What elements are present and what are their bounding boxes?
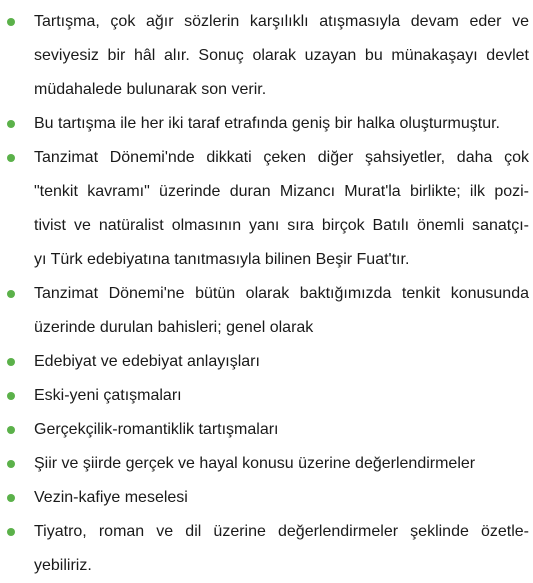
list-item-line: Tartışma, çok ağır sözlerin karşılıklı atışmasıyla devam eder ve <box>34 13 529 30</box>
bullet-icon <box>7 290 15 298</box>
bullet-icon <box>7 494 15 502</box>
list-item <box>0 379 533 413</box>
list-item <box>0 345 533 379</box>
list-item-line: Tanzimat Dönemi'ne bütün olarak baktığımızda tenkit konusunda <box>34 285 529 302</box>
list-item-line: Şiir ve şiirde gerçek ve hayal konusu üzerine değerlendirmeler <box>34 455 476 472</box>
list-item <box>0 515 533 583</box>
bullet-icon <box>7 18 15 26</box>
list-item-line: üzerinde durulan bahisleri; genel olarak <box>34 319 314 336</box>
list-item-line: "tenkit kavramı" üzerinde duran Mizancı Murat'la birlikte; ilk pozi- <box>34 183 529 200</box>
list-item-line: Vezin-kafiye meselesi <box>34 489 188 506</box>
bullet-icon <box>7 120 15 128</box>
list-item <box>0 447 533 481</box>
list-item-line: Eski-yeni çatışmaları <box>34 387 182 404</box>
list-item-line: yebiliriz. <box>34 557 92 574</box>
list-item <box>0 277 533 345</box>
list-item <box>0 107 533 141</box>
list-item <box>0 481 533 515</box>
list-item-line: yı Türk edebiyatına tanıtmasıyla bilinen Beşir Fuat'tır. <box>34 251 410 268</box>
bullet-icon <box>7 460 15 468</box>
list-item-line: Edebiyat ve edebiyat anlayışları <box>34 353 260 370</box>
bullet-icon <box>7 358 15 366</box>
bullet-list <box>0 5 533 583</box>
list-item <box>0 413 533 447</box>
list-item <box>0 5 533 107</box>
bullet-icon <box>7 154 15 162</box>
list-item-line: Gerçekçilik-romantiklik tartışmaları <box>34 421 279 438</box>
list-item-line: tivist ve natüralist olmasının yanı sıra birçok Batılı önemli sanatçı- <box>34 217 529 234</box>
list-item-line: Tanzimat Dönemi'nde dikkati çeken diğer şahsiyetler, daha çok <box>34 149 529 166</box>
bullet-icon <box>7 426 15 434</box>
bullet-icon <box>7 528 15 536</box>
list-item-line: seviyesiz bir hâl alır. Sonuç olarak uzayan bu münakaşayı devlet <box>34 47 529 64</box>
list-item-line: müdahalede bulunarak son verir. <box>34 81 267 98</box>
list-item-line: Bu tartışma ile her iki taraf etrafında geniş bir halka oluşturmuştur. <box>34 115 500 132</box>
bullet-icon <box>7 392 15 400</box>
list-item-line: Tiyatro, roman ve dil üzerine değerlendirmeler şeklinde özetle- <box>34 523 529 540</box>
list-item <box>0 141 533 277</box>
